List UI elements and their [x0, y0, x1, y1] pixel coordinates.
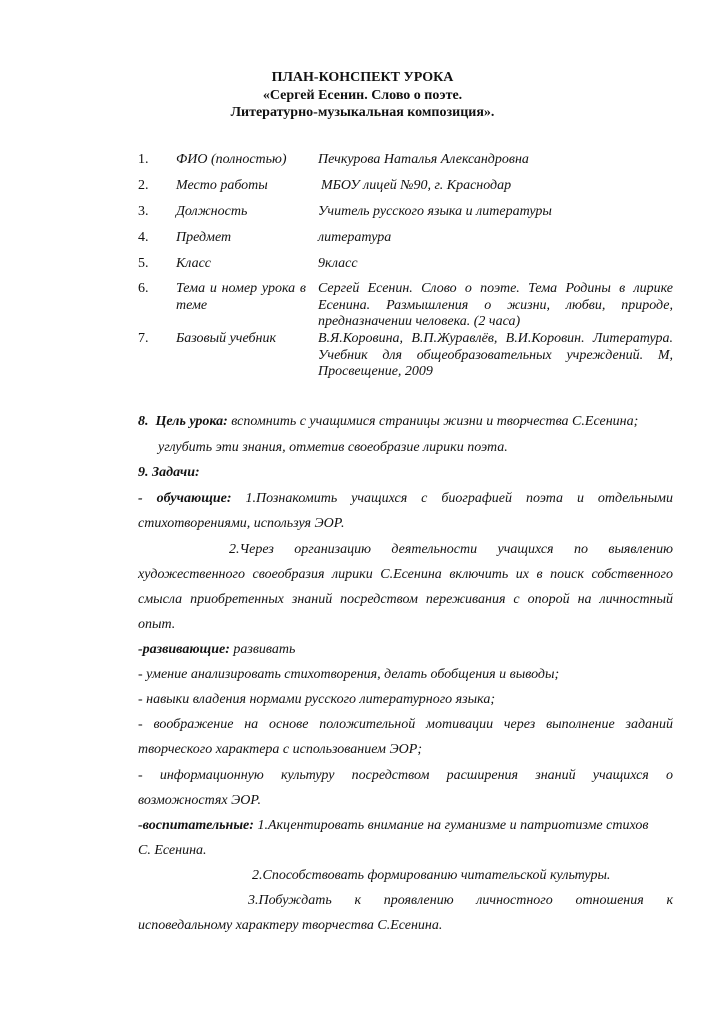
goal-text: вспомнить с учащимися страницы жизни и творчества С.Есенина; — [231, 414, 639, 429]
info-row-number: 1. — [138, 152, 149, 167]
developing-intro: развивать — [233, 642, 296, 657]
info-row-number: 7. — [138, 331, 149, 346]
teaching-label: - обучающие: — [138, 491, 232, 506]
info-row-label: Класс — [176, 256, 211, 271]
tasks-heading: 9. Задачи: — [138, 465, 200, 480]
educational-label: -воспитательные: — [138, 818, 254, 833]
info-row-value: В.Я.Коровина, В.П.Журавлёв, В.И.Коровин. Литература. Учебник для общеобразовательных учреждений. М, Просвещение, 2009 — [318, 331, 673, 379]
lesson-body — [138, 0, 673, 1024]
info-row-label: Предмет — [176, 230, 232, 245]
goal-number: 8. — [138, 414, 149, 429]
info-row-value: 9класс — [318, 256, 358, 271]
goal-label: Цель урока: — [155, 414, 228, 429]
developing-item: - информационную культуру посредством расширения знаний учащихся о — [138, 768, 673, 783]
developing-item-continued: творческого характера с использованием ЭОР; — [138, 742, 422, 757]
educational-line — [138, 818, 673, 834]
teaching-task-2: 2.Через организацию деятельности учащихся по выявлению — [229, 542, 673, 557]
document-title: ПЛАН-КОНСПЕКТ УРОКА — [271, 70, 454, 85]
info-row-value: Учитель русского языка и литературы — [318, 204, 552, 219]
educational-task-3: 3.Побуждать к проявлению личностного отношения к — [248, 893, 673, 908]
teaching-task-2-line3: смысла приобретенных знаний посредством переживания с опорой на личностный — [138, 592, 673, 607]
tasks-heading-line — [138, 465, 673, 481]
goal-line — [138, 414, 673, 430]
educational-task-3-continued: исповедальному характеру творчества С.Есенина. — [138, 918, 443, 933]
educational-task-1: 1.Акцентировать внимание на гуманизме и патриотизме стихов — [257, 818, 649, 833]
teaching-task-2-line2: художественного своеобразия лирики С.Есенина включить их в поиск собственного — [138, 567, 673, 582]
info-row-value: Печкурова Наталья Александровна — [318, 152, 529, 167]
info-row-label: Место работы — [176, 178, 268, 193]
developing-item-continued: возможностях ЭОР. — [138, 793, 262, 808]
educational-task-1-continued: С. Есенина. — [138, 843, 207, 858]
info-row-label: Должность — [176, 204, 248, 219]
info-row-number: 6. — [138, 281, 149, 296]
info-row-label: ФИО (полностью) — [176, 152, 287, 167]
info-row-number: 5. — [138, 256, 149, 271]
teaching-task-1: 1.Познакомить учащихся с биографией поэта и отдельными — [245, 491, 673, 506]
developing-item: - умение анализировать стихотворения, делать обобщения и выводы; — [138, 667, 560, 682]
educational-task-2: 2.Способствовать формированию читательской культуры. — [252, 868, 611, 883]
developing-label: -развивающие: — [138, 642, 230, 657]
teaching-task-2-line4: опыт. — [138, 617, 176, 632]
teaching-task-1-continued: стихотворениями, используя ЭОР. — [138, 516, 345, 531]
info-row-number: 3. — [138, 204, 149, 219]
info-row-number: 2. — [138, 178, 149, 193]
info-row-number: 4. — [138, 230, 149, 245]
info-row-label: Базовый учебник — [176, 331, 277, 346]
lesson-title: «Сергей Есенин. Слово о поэте. — [262, 88, 463, 103]
developing-line — [138, 642, 673, 658]
developing-item: - воображение на основе положительной мотивации через выполнение заданий — [138, 717, 673, 732]
info-row-value: литература — [318, 230, 392, 245]
info-row-label: Тема и номер урока в теме — [176, 281, 306, 313]
lesson-subtitle: Литературно-музыкальная композиция». — [230, 105, 495, 120]
developing-item: - навыки владения нормами русского литературного языка; — [138, 692, 495, 707]
info-row-value: Сергей Есенин. Слово о поэте. Тема Родины в лирике Есенина. Размышления о жизни, любви, природе, предназначении человека. (2 часа) — [318, 281, 673, 329]
teaching-line — [138, 491, 673, 507]
goal-text-continued: углубить эти знания, отметив своеобразие лирики поэта. — [158, 440, 508, 455]
info-row-value: МБОУ лицей №90, г. Краснодар — [321, 178, 512, 193]
